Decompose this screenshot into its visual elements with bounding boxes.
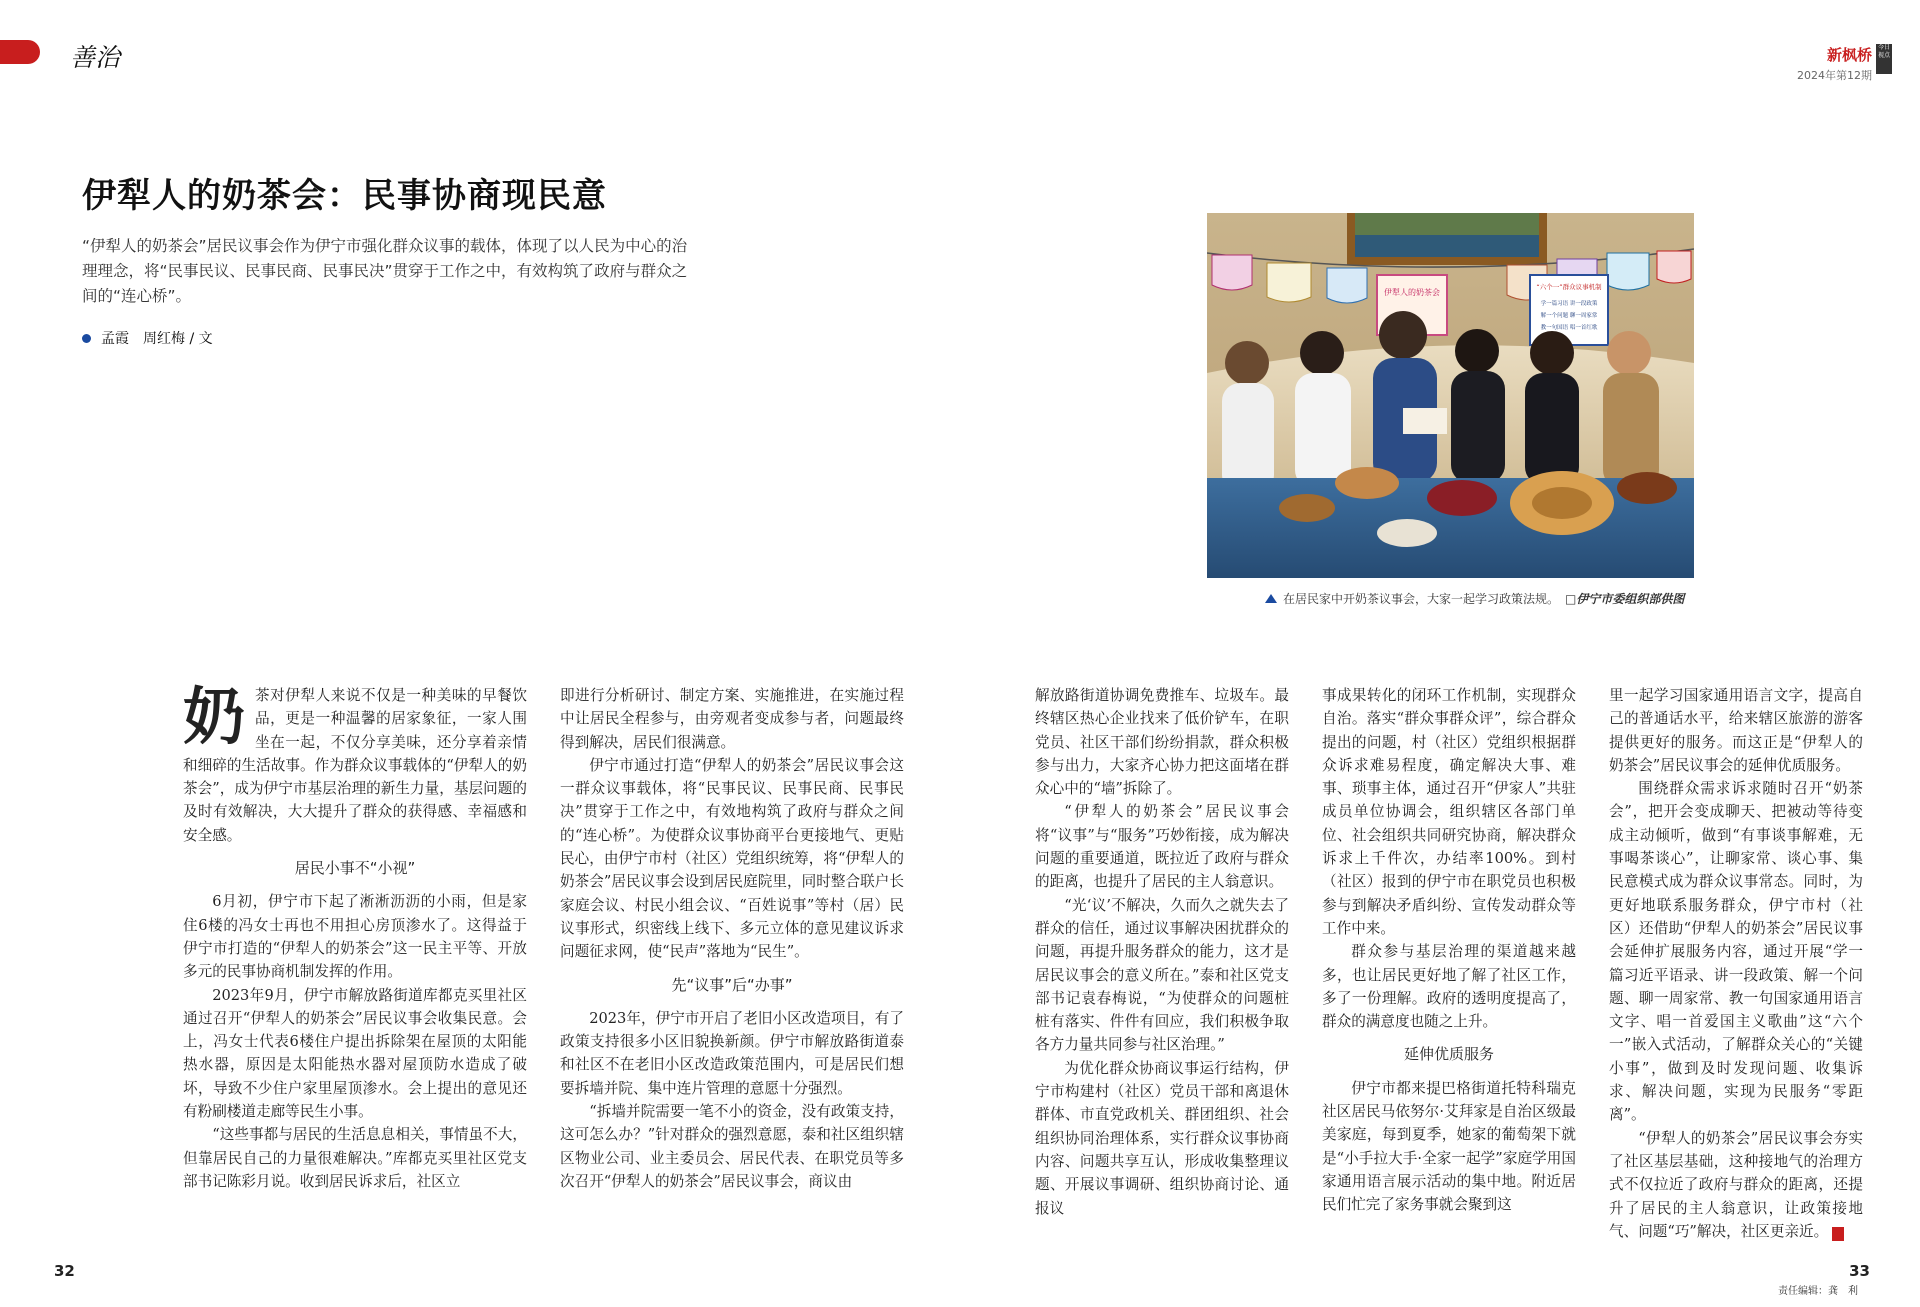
paragraph: “伊犁人的奶茶会”居民议事会将“议事”与“服务”巧妙衔接，成为解决问题的重要通道，既拉近了政府与群众的距离，也提升了居民的主人翁意识。 (1035, 803, 1289, 891)
photo-caption (1265, 590, 1695, 607)
paragraph: 群众参与基层治理的渠道越来越多，也让居民更好地了解了社区工作，多了一份理解。政府的透明度提高了，群众的满意度也随之上升。 (1322, 943, 1576, 1031)
paragraph: 伊宁市都来提巴格街道托特科瑞克社区居民马依努尔·艾拜家是自治区级最美家庭，每到夏季，她家的葡萄架下就是“小手拉大手·全家一起学”家庭学用国家通用语言展示活动的集中地。附近居民们忙完了家务事就会聚到这 (1322, 1079, 1576, 1214)
paragraph: 即进行分析研讨、制定方案、实施推进，在实施过程中让居民全程参与，由旁观者变成参与者，问题最终得到解决，居民们很满意。 (560, 687, 904, 751)
body-column-4 (1322, 684, 1576, 1217)
caption-text: 在居民家中开奶茶议事会，大家一起学习政策法规。 (1283, 592, 1560, 606)
end-mark-icon: J (1832, 1227, 1844, 1241)
byline-text: 孟霞 周红梅 / 文 (101, 331, 213, 347)
caption-triangle-icon (1265, 594, 1277, 603)
photo-sign-text: 伊犁人的奶茶会 (1384, 288, 1440, 297)
magazine-name: 新枫桥 (1826, 46, 1872, 64)
photo-board-line: 学一篇习语 讲一段政策 (1540, 301, 1598, 307)
page-number-left: 32 (54, 1262, 75, 1280)
paragraph: “光‘议’不解决，久而久之就失去了群众的信任，通过议事解决困扰群众的问题，再提升服务群众的能力，这才是居民议事会的意义所在。”泰和社区党支部书记袁春梅说，“为使群众的问题桩桩有落实、件件有回应，我们积极争取各方力量共同参与社区治理。” (1035, 896, 1289, 1054)
photo-board-line: 解一个问题 聊一周家常 (1540, 313, 1598, 319)
issue-number: 2024年第12期 (1797, 69, 1872, 82)
body-column-5 (1609, 684, 1866, 1243)
subheading: 先“议事”后“办事” (671, 975, 793, 994)
paragraph: “这些事都与居民的生活息息相关，事情虽不大，但靠居民自己的力量很难解决。”库都克买里社区党支部书记陈彩月说。收到居民诉求后，社区立 (183, 1126, 527, 1190)
paragraph: 2023年，伊宁市开启了老旧小区改造项目，有了政策支持很多小区旧貌换新颜。伊宁市解放路街道泰和社区不在老旧小区改造政策范围内，可是居民们想要拆墙并院、集中连片管理的意愿十分强烈。 (560, 1009, 904, 1097)
paragraph: 6月初，伊宁市下起了淅淅沥沥的小雨，但是家住6楼的冯女士再也不用担心房顶渗水了。这得益于伊宁市打造的“伊犁人的奶茶会”这一民主平等、开放多元的民事协商机制发挥的作用。 (183, 893, 527, 981)
editor-credit: 责任编辑：龚 利 (1778, 1286, 1858, 1297)
byline (82, 328, 213, 348)
body-column-3 (1035, 684, 1289, 1220)
paragraph: 茶对伊犁人来说不仅是一种美味的早餐饮品，更是一种温馨的居家象征，一家人围坐在一起，不仅分享美味，还分享着亲情和细碎的生活故事。作为群众议事载体的“伊犁人的奶茶会”，成为伊宁市基层治理的新生力量，基层问题的及时有效解决，大大提升了群众的获得感、幸福感和安全感。 (183, 687, 527, 844)
paragraph: 里一起学习国家通用语言文字，提高自己的普通话水平，给来辖区旅游的游客提供更好的服务。而这正是“伊犁人的奶茶会”居民议事会的延伸优质服务。 (1609, 687, 1863, 774)
section-tab (0, 40, 40, 64)
article-title: 伊犁人的奶茶会：民事协商现民意 (82, 176, 607, 216)
photo-illustration (1207, 213, 1694, 578)
subheading: 延伸优质服务 (1403, 1045, 1494, 1064)
paragraph: 围绕群众需求诉求随时召开“奶茶会”，把开会变成聊天、把被动等待变成主动倾听，做到“有事谈事解难，无事喝茶谈心”，让聊家常、谈心事、集民意模式成为群众议事常态。同时，为更好地联系服务群众，伊宁市村（社区）还借助“伊犁人的奶茶会”居民议事会延伸扩展服务内容，通过开展“学一篇习近平语录、讲一段政策、解一个问题、聊一周家常、教一句国家通用语言文字、唱一首爱国主义歌曲”这“六个一”嵌入式活动，了解群众关心的“关键小事”，做到及时发现问题、收集诉求、解决问题，实现为民服务“零距离”。 (1609, 780, 1863, 1124)
paragraph: 事成果转化的闭环工作机制，实现群众自治。落实“群众事群众评”，综合群众提出的问题，村（社区）党组织根据群众诉求难易程度，确定解决大事、难事、琐事主体，通过召开“伊家人”共驻成员单位协调会，组织辖区各部门单位、社会组织共同研究协商，解决群众诉求上千件次，办结率100%。到村（社区）报到的伊宁市在职党员也积极参与到解决矛盾纠纷、宣传发动群众等工作中来。 (1322, 687, 1576, 937)
paragraph: 2023年9月，伊宁市解放路街道库都克买里社区通过召开“伊犁人的奶茶会”居民议事会收集民意。会上，冯女士代表6楼住户提出拆除架在屋顶的太阳能热水器，原因是太阳能热水器对屋顶防水造成了破坏，导致不少住户家里屋顶渗水。会上提出的意见还有粉刷楼道走廊等民生小事。 (183, 986, 527, 1121)
paragraph: 为优化群众协商议事运行结构，伊宁市构建村（社区）党员干部和离退休群体、市直党政机关、群团组织、社会组织协同治理体系，实行群众议事协商内容、问题共享互认，形成收集整理议题、开展议事调研、组织协商讨论、通报议 (1035, 1059, 1289, 1217)
subheading: 居民小事不“小视” (294, 859, 416, 878)
photo-board-line: 教一句国语 唱一首红歌 (1540, 325, 1598, 331)
byline-dot-icon (82, 334, 91, 343)
section-label: 善治 (70, 43, 121, 72)
article-lede: “伊犁人的奶茶会”居民议事会作为伊宁市强化群众议事的载体，体现了以人民为中心的治理理念，将“民事民议、民事民商、民事民决”贯穿于工作之中，有效构筑了政府与群众之间的“连心桥”。 (82, 237, 688, 305)
photo-credit: □伊宁市委组织部供图 (1565, 592, 1685, 606)
masthead-badge: 今日视点 (1876, 44, 1892, 74)
paragraph-text: “伊犁人的奶茶会”居民议事会夯实了社区基层基础，这种接地气的治理方式不仅拉近了政府与群众的距离，还提升了居民的主人翁意识，让政策接地气、问题“巧”解决，社区更亲近。 (1609, 1129, 1863, 1240)
page-number-right: 33 (1849, 1262, 1870, 1280)
body-column-2 (560, 684, 904, 1193)
drop-cap: 奶 (183, 680, 246, 753)
article-photo (1207, 213, 1694, 578)
paragraph: “拆墙并院需要一笔不小的资金，没有政策支持，这可怎么办？”针对群众的强烈意愿，泰和社区组织辖区物业公司、业主委员会、居民代表、在职党员等多次召开“伊犁人的奶茶会”居民议事会，商议由 (560, 1103, 904, 1190)
paragraph (1609, 1127, 1866, 1243)
paragraph: 解放路街道协调免费推车、垃圾车。最终辖区热心企业找来了低价铲车，在职党员、社区干部们纷纷捐款，群众积极参与出力，大家齐心协力把这面堵在群众心中的“墙”拆除了。 (1035, 687, 1289, 798)
body-column-1 (183, 680, 527, 1193)
paragraph: 伊宁市通过打造“伊犁人的奶茶会”居民议事会这一群众议事载体，将“民事民议、民事民商、民事民决”贯穿于工作之中，有效地构筑了政府与群众之间的“连心桥”。为使群众议事协商平台更接地气、更贴民心，由伊宁市村（社区）党组织统筹，将“伊犁人的奶茶会”居民议事会设到居民庭院里，同时整合联户长家庭会议、村民小组会议、“百姓说事”等村（居）民议事形式，织密线上线下、多元立体的意见建议诉求问题征求网，使“民声”落地为“民生”。 (560, 756, 904, 961)
photo-board-title: “六个一”群众议事机制 (1536, 283, 1602, 291)
masthead (1797, 44, 1872, 83)
